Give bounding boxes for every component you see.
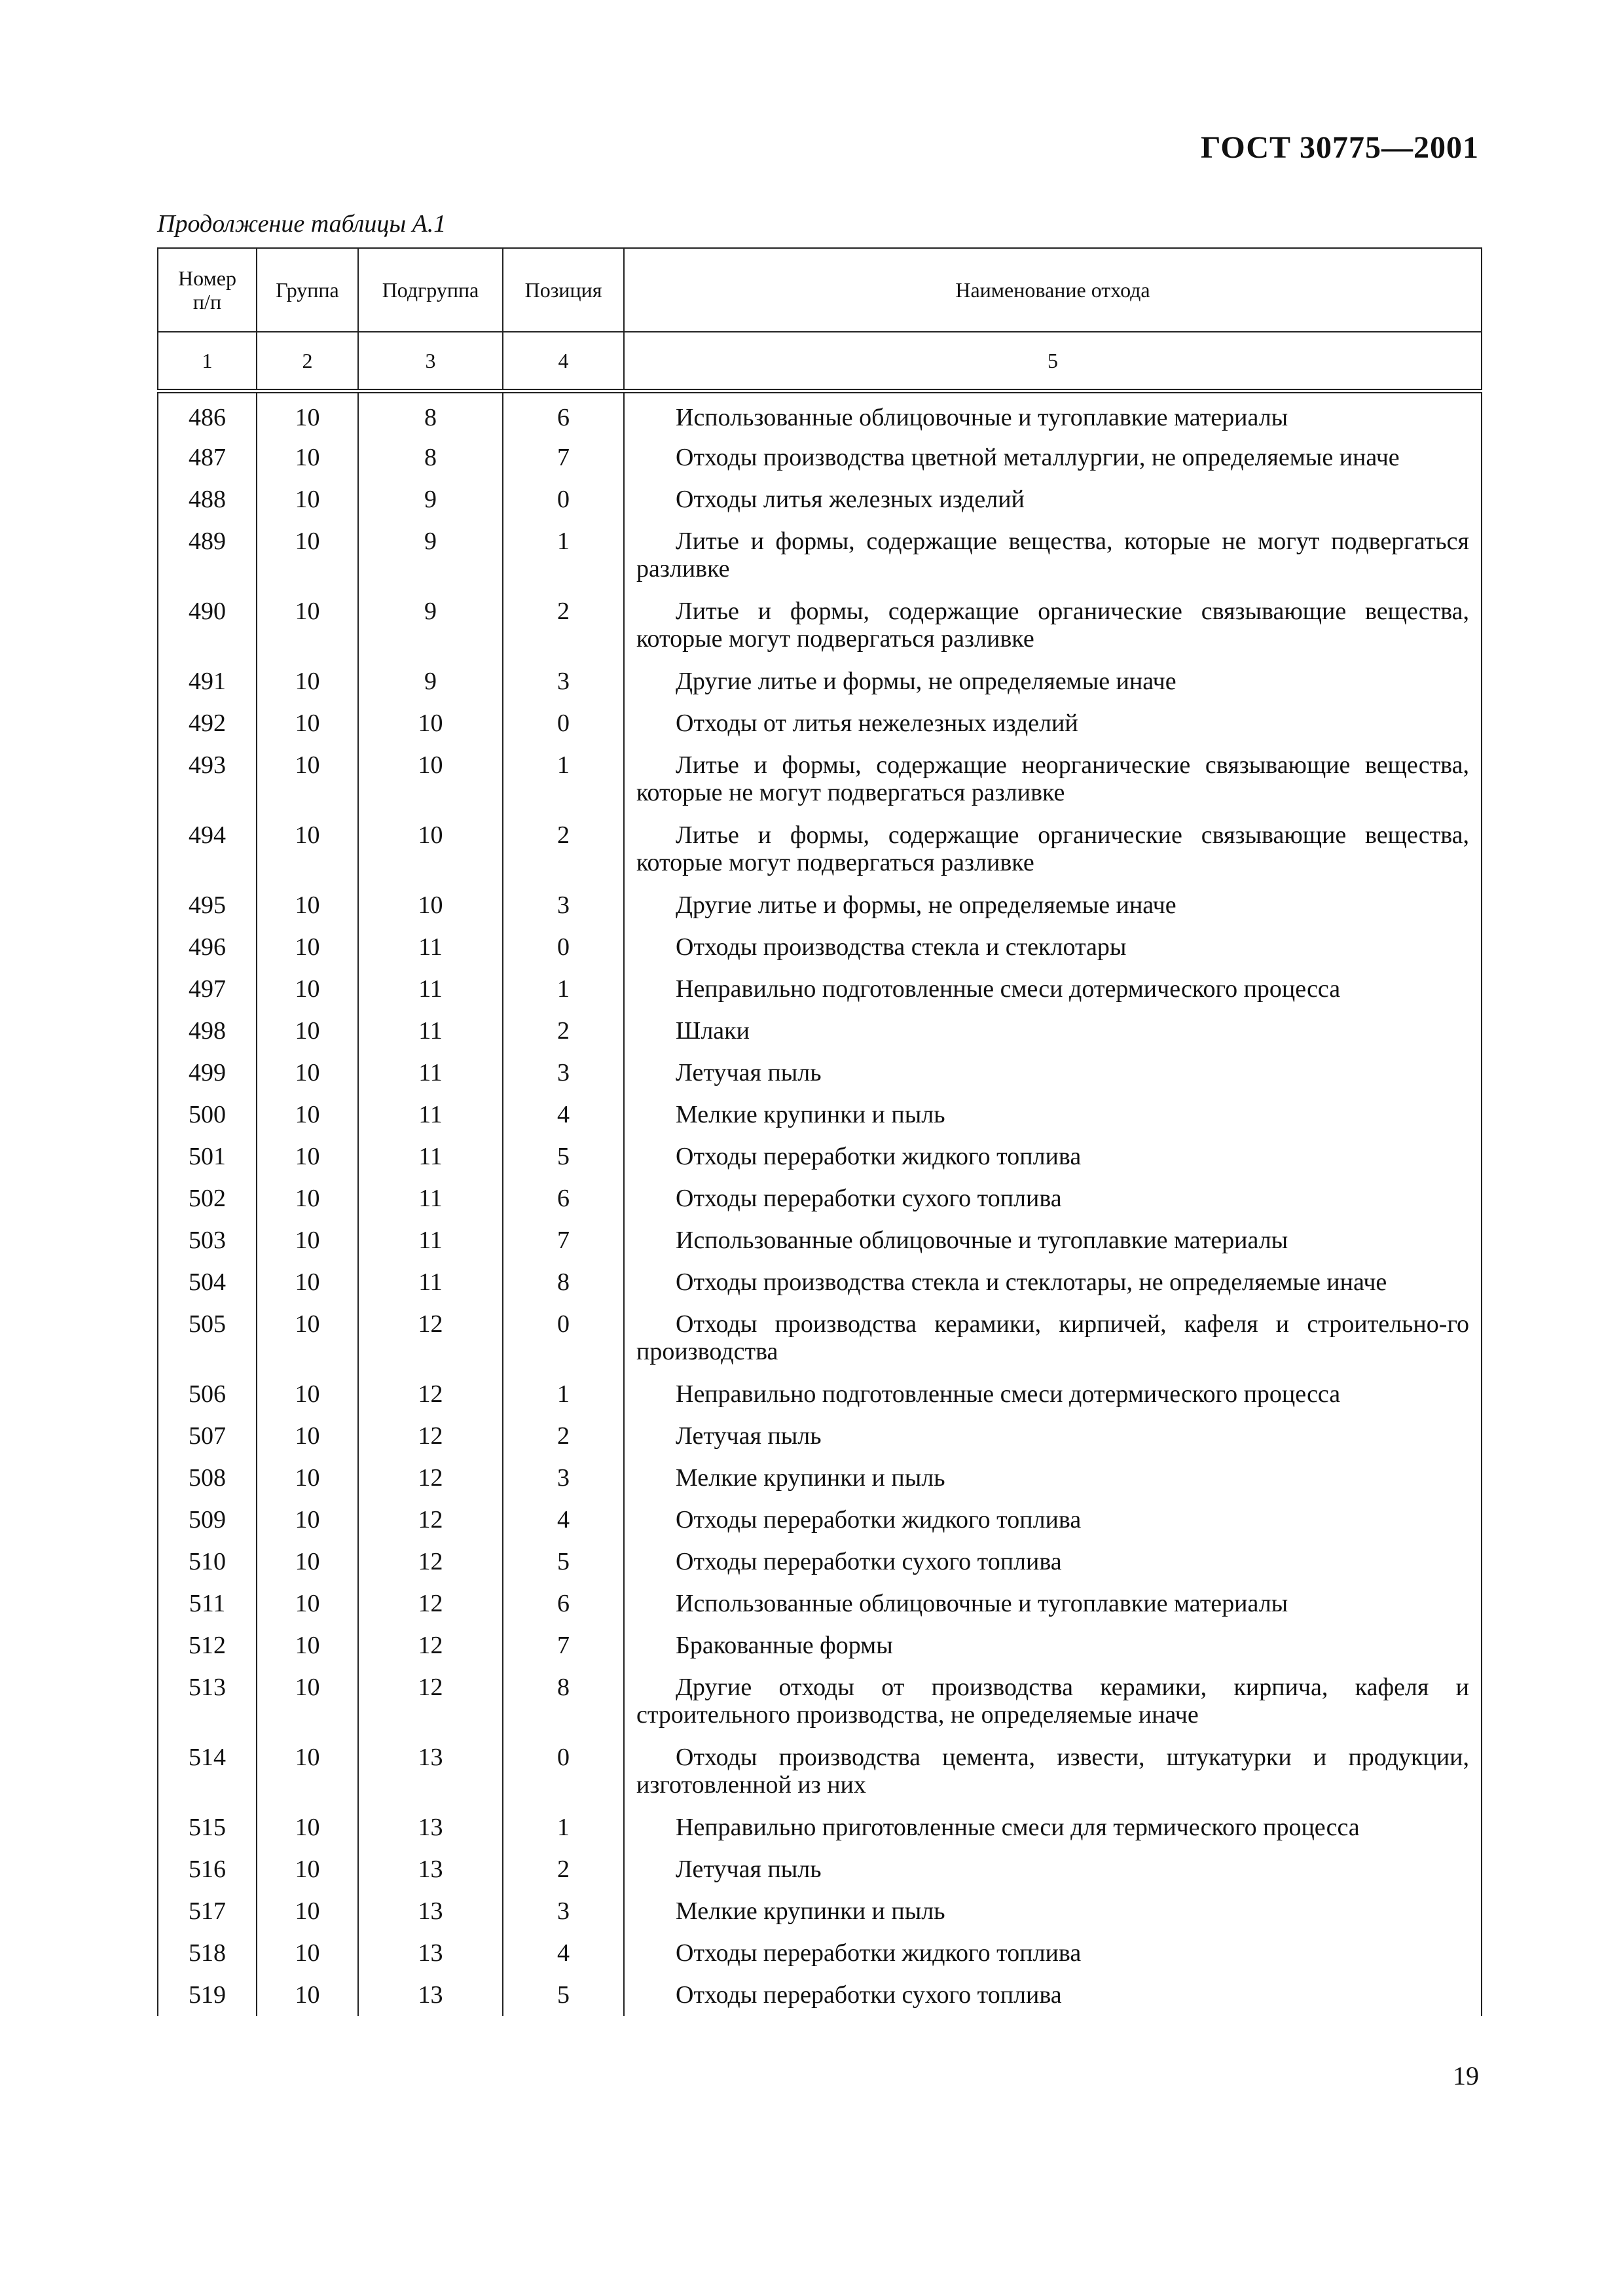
cell-num: 510 xyxy=(158,1541,257,1583)
waste-name-text: Неправильно подготовленные смеси дотермического процесса xyxy=(676,1380,1341,1408)
cell-name xyxy=(624,1932,1482,1974)
cell-name xyxy=(624,1094,1482,1136)
cell-num: 496 xyxy=(158,926,257,968)
table-row xyxy=(158,744,1482,814)
table-row xyxy=(158,702,1482,744)
cell-name xyxy=(624,660,1482,702)
cell-position: 2 xyxy=(503,814,624,884)
cell-group: 10 xyxy=(257,1415,358,1457)
cell-group: 10 xyxy=(257,478,358,520)
waste-name-text: Бракованные формы xyxy=(676,1632,893,1659)
waste-name-text: Другие отходы от производства керамики, кирпича, кафеля и строительного производства, не определяемые иначе xyxy=(636,1674,1469,1729)
cell-subgroup: 8 xyxy=(358,391,503,437)
cell-position: 5 xyxy=(503,1974,624,2016)
cell-num: 489 xyxy=(158,520,257,590)
waste-name-text: Неправильно подготовленные смеси дотермического процесса xyxy=(676,975,1341,1003)
cell-num: 491 xyxy=(158,660,257,702)
cell-group: 10 xyxy=(257,1010,358,1052)
table-row xyxy=(158,1010,1482,1052)
table-row xyxy=(158,1583,1482,1624)
cell-group: 10 xyxy=(257,1890,358,1932)
cell-group: 10 xyxy=(257,1541,358,1583)
cell-group: 10 xyxy=(257,1303,358,1373)
cell-position: 7 xyxy=(503,437,624,478)
waste-name-text: Отходы производства керамики, кирпичей, кафеля и строительно-го производства xyxy=(636,1310,1469,1365)
cell-num: 490 xyxy=(158,590,257,660)
cell-num: 492 xyxy=(158,702,257,744)
cell-subgroup: 9 xyxy=(358,478,503,520)
cell-subgroup: 9 xyxy=(358,520,503,590)
table-row xyxy=(158,1219,1482,1261)
waste-name-text: Литье и формы, содержащие неорганические связывающие вещества, которые не могут подвергаться разливке xyxy=(636,751,1469,806)
cell-num: 508 xyxy=(158,1457,257,1499)
cell-name xyxy=(624,884,1482,926)
cell-subgroup: 11 xyxy=(358,1261,503,1303)
cell-group: 10 xyxy=(257,1499,358,1541)
cell-num: 502 xyxy=(158,1177,257,1219)
waste-name-text: Отходы от литья нежелезных изделий xyxy=(676,709,1078,737)
cell-group: 10 xyxy=(257,1261,358,1303)
waste-name-text: Отходы переработки сухого топлива xyxy=(676,1185,1062,1212)
waste-name-text: Использованные облицовочные и тугоплавкие материалы xyxy=(676,1227,1288,1254)
cell-subgroup: 10 xyxy=(358,884,503,926)
cell-num: 499 xyxy=(158,1052,257,1094)
cell-group: 10 xyxy=(257,520,358,590)
cell-group: 10 xyxy=(257,1583,358,1624)
cell-name xyxy=(624,1848,1482,1890)
cell-num: 519 xyxy=(158,1974,257,2016)
cell-name xyxy=(624,478,1482,520)
cell-num: 501 xyxy=(158,1136,257,1177)
cell-name xyxy=(624,437,1482,478)
cell-name xyxy=(624,1177,1482,1219)
cell-position: 3 xyxy=(503,1457,624,1499)
cell-num: 504 xyxy=(158,1261,257,1303)
table-row xyxy=(158,1890,1482,1932)
cell-num: 514 xyxy=(158,1736,257,1806)
cell-subgroup: 8 xyxy=(358,437,503,478)
table-row xyxy=(158,1415,1482,1457)
cell-num: 488 xyxy=(158,478,257,520)
cell-num: 497 xyxy=(158,968,257,1010)
cell-group: 10 xyxy=(257,1219,358,1261)
cell-subgroup: 12 xyxy=(358,1583,503,1624)
cell-num: 500 xyxy=(158,1094,257,1136)
cell-group: 10 xyxy=(257,884,358,926)
cell-subgroup: 12 xyxy=(358,1373,503,1415)
header-subgroup: Подгруппа xyxy=(358,248,503,332)
cell-name xyxy=(624,702,1482,744)
cell-position: 0 xyxy=(503,702,624,744)
cell-position: 5 xyxy=(503,1136,624,1177)
cell-name xyxy=(624,1219,1482,1261)
cell-position: 2 xyxy=(503,1010,624,1052)
cell-subgroup: 13 xyxy=(358,1736,503,1806)
cell-name xyxy=(624,1666,1482,1736)
waste-name-text: Литье и формы, содержащие органические связывающие вещества, которые могут подвергаться разливке xyxy=(636,598,1469,653)
table-row xyxy=(158,1624,1482,1666)
cell-group: 10 xyxy=(257,1457,358,1499)
cell-position: 4 xyxy=(503,1932,624,1974)
table-row xyxy=(158,478,1482,520)
cell-subgroup: 11 xyxy=(358,1136,503,1177)
column-number: 5 xyxy=(624,332,1482,391)
table-row xyxy=(158,1052,1482,1094)
cell-subgroup: 11 xyxy=(358,968,503,1010)
cell-group: 10 xyxy=(257,1736,358,1806)
cell-name xyxy=(624,1624,1482,1666)
waste-name-text: Использованные облицовочные и тугоплавкие материалы xyxy=(676,1590,1288,1617)
cell-position: 1 xyxy=(503,1373,624,1415)
cell-name xyxy=(624,1052,1482,1094)
cell-subgroup: 13 xyxy=(358,1974,503,2016)
cell-name xyxy=(624,1457,1482,1499)
cell-name xyxy=(624,1010,1482,1052)
cell-group: 10 xyxy=(257,1974,358,2016)
waste-name-text: Отходы производства стекла и стеклотары xyxy=(676,933,1127,961)
cell-name xyxy=(624,1806,1482,1848)
table-row xyxy=(158,1974,1482,2016)
waste-name-text: Отходы переработки сухого топлива xyxy=(676,1981,1062,2009)
waste-name-text: Литье и формы, содержащие органические связывающие вещества, которые могут подвергаться разливке xyxy=(636,821,1469,876)
cell-group: 10 xyxy=(257,590,358,660)
cell-position: 2 xyxy=(503,1415,624,1457)
cell-group: 10 xyxy=(257,1848,358,1890)
cell-position: 4 xyxy=(503,1499,624,1541)
cell-num: 517 xyxy=(158,1890,257,1932)
cell-subgroup: 13 xyxy=(358,1848,503,1890)
waste-name-text: Отходы производства стекла и стеклотары, не определяемые иначе xyxy=(676,1268,1387,1296)
cell-subgroup: 10 xyxy=(358,744,503,814)
table-row xyxy=(158,1736,1482,1806)
waste-name-text: Отходы переработки жидкого топлива xyxy=(676,1143,1082,1170)
cell-group: 10 xyxy=(257,1932,358,1974)
table-row xyxy=(158,1848,1482,1890)
table-row xyxy=(158,1373,1482,1415)
waste-name-text: Отходы переработки жидкого топлива xyxy=(676,1939,1082,1967)
cell-name xyxy=(624,1373,1482,1415)
cell-group: 10 xyxy=(257,1806,358,1848)
cell-position: 3 xyxy=(503,884,624,926)
waste-name-text: Отходы переработки сухого топлива xyxy=(676,1548,1062,1575)
column-number: 3 xyxy=(358,332,503,391)
cell-name xyxy=(624,1890,1482,1932)
cell-name xyxy=(624,590,1482,660)
column-number: 4 xyxy=(503,332,624,391)
page-number: 19 xyxy=(1453,2061,1479,2090)
cell-subgroup: 11 xyxy=(358,1052,503,1094)
waste-name-text: Мелкие крупинки и пыль xyxy=(676,1897,945,1925)
cell-name xyxy=(624,1303,1482,1373)
table-row xyxy=(158,1303,1482,1373)
cell-group: 10 xyxy=(257,968,358,1010)
table-body xyxy=(158,391,1482,2017)
cell-position: 6 xyxy=(503,1583,624,1624)
waste-name-text: Литье и формы, содержащие вещества, которые не могут подвергаться разливке xyxy=(636,528,1469,583)
header-num: Номер п/п xyxy=(158,248,257,332)
table-row xyxy=(158,968,1482,1010)
table-row xyxy=(158,814,1482,884)
cell-position: 5 xyxy=(503,1541,624,1583)
cell-name xyxy=(624,1136,1482,1177)
cell-subgroup: 10 xyxy=(358,702,503,744)
cell-num: 503 xyxy=(158,1219,257,1261)
cell-group: 10 xyxy=(257,391,358,437)
column-number: 2 xyxy=(257,332,358,391)
cell-position: 1 xyxy=(503,1806,624,1848)
cell-subgroup: 11 xyxy=(358,1219,503,1261)
header-row xyxy=(158,248,1482,332)
table-header xyxy=(158,248,1482,391)
cell-name xyxy=(624,1261,1482,1303)
cell-num: 513 xyxy=(158,1666,257,1736)
cell-subgroup: 9 xyxy=(358,660,503,702)
cell-position: 0 xyxy=(503,478,624,520)
cell-group: 10 xyxy=(257,1177,358,1219)
table-row xyxy=(158,1261,1482,1303)
table-row xyxy=(158,1541,1482,1583)
cell-group: 10 xyxy=(257,1052,358,1094)
cell-name xyxy=(624,744,1482,814)
cell-group: 10 xyxy=(257,814,358,884)
table-row xyxy=(158,1806,1482,1848)
cell-num: 515 xyxy=(158,1806,257,1848)
cell-num: 495 xyxy=(158,884,257,926)
waste-name-text: Отходы переработки жидкого топлива xyxy=(676,1506,1082,1534)
cell-position: 7 xyxy=(503,1219,624,1261)
column-number: 1 xyxy=(158,332,257,391)
cell-position: 3 xyxy=(503,1890,624,1932)
cell-position: 1 xyxy=(503,744,624,814)
waste-name-text: Отходы производства цемента, извести, штукатурки и продукции, изготовленной из них xyxy=(636,1744,1469,1799)
cell-subgroup: 13 xyxy=(358,1932,503,1974)
table-row xyxy=(158,520,1482,590)
cell-num: 511 xyxy=(158,1583,257,1624)
waste-name-text: Неправильно приготовленные смеси для термического процесса xyxy=(676,1814,1360,1841)
cell-subgroup: 10 xyxy=(358,814,503,884)
header-group: Группа xyxy=(257,248,358,332)
cell-num: 498 xyxy=(158,1010,257,1052)
cell-group: 10 xyxy=(257,926,358,968)
waste-name-text: Отходы производства цветной металлургии, не определяемые иначе xyxy=(676,444,1400,471)
cell-subgroup: 12 xyxy=(358,1415,503,1457)
cell-position: 6 xyxy=(503,1177,624,1219)
cell-subgroup: 12 xyxy=(358,1541,503,1583)
waste-name-text: Другие литье и формы, не определяемые иначе xyxy=(676,668,1176,695)
cell-num: 486 xyxy=(158,391,257,437)
table-row xyxy=(158,1666,1482,1736)
table-row xyxy=(158,1499,1482,1541)
cell-name xyxy=(624,1974,1482,2016)
cell-group: 10 xyxy=(257,1094,358,1136)
cell-num: 505 xyxy=(158,1303,257,1373)
cell-num: 509 xyxy=(158,1499,257,1541)
cell-subgroup: 12 xyxy=(358,1457,503,1499)
cell-group: 10 xyxy=(257,1666,358,1736)
cell-position: 2 xyxy=(503,1848,624,1890)
cell-num: 516 xyxy=(158,1848,257,1890)
cell-position: 8 xyxy=(503,1666,624,1736)
cell-position: 1 xyxy=(503,968,624,1010)
cell-subgroup: 12 xyxy=(358,1499,503,1541)
cell-subgroup: 11 xyxy=(358,926,503,968)
waste-name-text: Мелкие крупинки и пыль xyxy=(676,1101,945,1128)
header-name: Наименование отхода xyxy=(624,248,1482,332)
cell-position: 7 xyxy=(503,1624,624,1666)
table-row xyxy=(158,1094,1482,1136)
cell-subgroup: 12 xyxy=(358,1303,503,1373)
cell-position: 2 xyxy=(503,590,624,660)
cell-name xyxy=(624,814,1482,884)
table-row xyxy=(158,1457,1482,1499)
header-position: Позиция xyxy=(503,248,624,332)
cell-name xyxy=(624,1736,1482,1806)
cell-position: 4 xyxy=(503,1094,624,1136)
cell-num: 493 xyxy=(158,744,257,814)
cell-name xyxy=(624,926,1482,968)
table-row xyxy=(158,660,1482,702)
cell-position: 3 xyxy=(503,1052,624,1094)
cell-num: 494 xyxy=(158,814,257,884)
cell-group: 10 xyxy=(257,437,358,478)
cell-position: 3 xyxy=(503,660,624,702)
cell-position: 0 xyxy=(503,1736,624,1806)
table-row xyxy=(158,884,1482,926)
cell-name xyxy=(624,391,1482,437)
waste-name-text: Шлаки xyxy=(676,1017,750,1045)
cell-subgroup: 13 xyxy=(358,1890,503,1932)
cell-subgroup: 11 xyxy=(358,1010,503,1052)
cell-subgroup: 12 xyxy=(358,1624,503,1666)
table-row xyxy=(158,1177,1482,1219)
cell-name xyxy=(624,520,1482,590)
cell-position: 1 xyxy=(503,520,624,590)
waste-name-text: Летучая пыль xyxy=(676,1059,822,1086)
cell-subgroup: 9 xyxy=(358,590,503,660)
cell-group: 10 xyxy=(257,660,358,702)
cell-name xyxy=(624,1583,1482,1624)
cell-name xyxy=(624,968,1482,1010)
table-row xyxy=(158,590,1482,660)
cell-name xyxy=(624,1499,1482,1541)
cell-name xyxy=(624,1541,1482,1583)
cell-group: 10 xyxy=(257,744,358,814)
column-number-row xyxy=(158,332,1482,391)
waste-table xyxy=(157,247,1482,2016)
table-row xyxy=(158,1136,1482,1177)
cell-num: 518 xyxy=(158,1932,257,1974)
cell-position: 8 xyxy=(503,1261,624,1303)
cell-position: 6 xyxy=(503,391,624,437)
waste-name-text: Летучая пыль xyxy=(676,1856,822,1883)
waste-name-text: Летучая пыль xyxy=(676,1422,822,1450)
cell-num: 506 xyxy=(158,1373,257,1415)
waste-name-text: Мелкие крупинки и пыль xyxy=(676,1464,945,1492)
table-row xyxy=(158,1932,1482,1974)
cell-subgroup: 12 xyxy=(358,1666,503,1736)
cell-group: 10 xyxy=(257,702,358,744)
cell-group: 10 xyxy=(257,1136,358,1177)
table-row xyxy=(158,926,1482,968)
cell-num: 487 xyxy=(158,437,257,478)
cell-num: 507 xyxy=(158,1415,257,1457)
cell-subgroup: 11 xyxy=(358,1094,503,1136)
cell-name xyxy=(624,1415,1482,1457)
cell-position: 0 xyxy=(503,1303,624,1373)
table-row xyxy=(158,437,1482,478)
table-row xyxy=(158,391,1482,437)
table-caption: Продолжение таблицы А.1 xyxy=(157,210,447,238)
waste-name-text: Другие литье и формы, не определяемые иначе xyxy=(676,891,1176,919)
cell-group: 10 xyxy=(257,1373,358,1415)
cell-num: 512 xyxy=(158,1624,257,1666)
waste-name-text: Использованные облицовочные и тугоплавкие материалы xyxy=(676,404,1288,431)
cell-subgroup: 11 xyxy=(358,1177,503,1219)
cell-subgroup: 13 xyxy=(358,1806,503,1848)
waste-name-text: Отходы литья железных изделий xyxy=(676,486,1025,513)
cell-position: 0 xyxy=(503,926,624,968)
cell-group: 10 xyxy=(257,1624,358,1666)
document-title: ГОСТ 30775—2001 xyxy=(1201,130,1479,165)
